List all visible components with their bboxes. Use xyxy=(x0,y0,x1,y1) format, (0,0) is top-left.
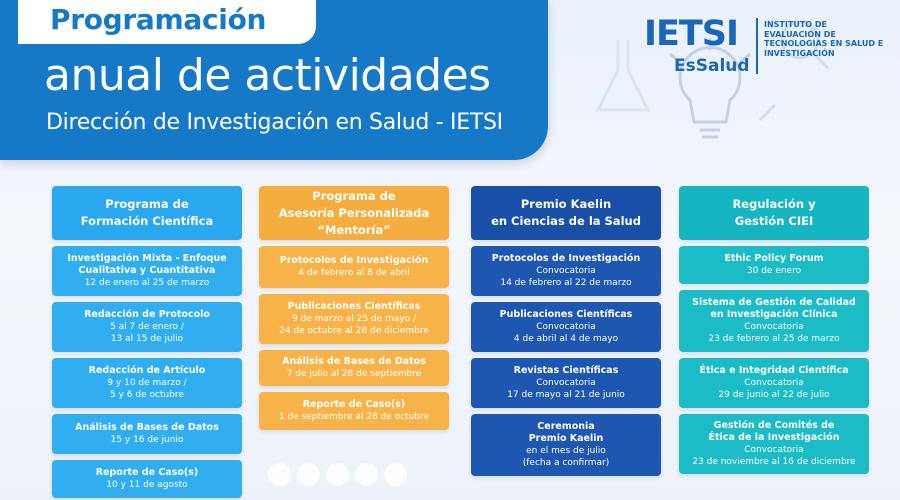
activity-title: Análisis de Bases de Datos xyxy=(282,356,426,367)
activity-card xyxy=(679,246,869,284)
activity-title: Reporte de Caso(s) xyxy=(302,399,406,410)
activity-dates: 14 de febrero al 22 de marzo xyxy=(500,278,632,288)
logo-sub: EsSalud xyxy=(674,56,750,76)
activity-subtitle: Convocatoria xyxy=(744,378,804,388)
activity-title: Análisis de Bases de Datos xyxy=(75,422,219,433)
activity-title: Gestión de Comités de Ética de la Investigación xyxy=(708,420,840,443)
activity-subtitle: Convocatoria xyxy=(536,378,596,388)
column-mentoria xyxy=(259,186,449,430)
activity-dates: 23 de noviembre al 16 de diciembre xyxy=(692,457,856,467)
activity-card xyxy=(259,392,449,430)
header-label: Programación xyxy=(50,3,267,36)
activity-card xyxy=(52,302,242,352)
activity-dates: 9 y 10 de marzo / 5 y 6 de octubre xyxy=(107,378,187,400)
activity-dates: 1 de septiembre al 28 de octubre xyxy=(278,412,430,422)
activity-title: Protocolos de Investigación xyxy=(279,255,429,266)
activity-dates: 12 de enero al 25 de marzo xyxy=(84,278,210,288)
activity-title: Ética e Integridad Científica xyxy=(699,365,849,376)
logo-institute: INSTITUTO DE EVALUACIÓN DE TECNOLOGÍAS EN SALUD E INVESTIGACIÓN xyxy=(764,20,884,58)
activity-card xyxy=(52,358,242,408)
activity-card xyxy=(471,246,661,296)
logo-divider xyxy=(756,18,758,74)
header-label-pill xyxy=(18,0,316,44)
activity-subtitle: Convocatoria xyxy=(744,445,804,455)
activity-dates: 15 y 16 de junio xyxy=(110,435,184,445)
activity-card xyxy=(259,246,449,288)
logo-name: IETSI xyxy=(644,14,739,54)
activity-title: Publicaciones Científicas xyxy=(499,309,633,320)
decorative-dots xyxy=(268,463,413,490)
column-premio-kaelin xyxy=(471,186,661,476)
activity-card xyxy=(679,290,869,352)
ietsi-logo xyxy=(644,14,894,84)
activity-title: Revistas Científicas xyxy=(513,365,619,376)
activity-subtitle: Convocatoria xyxy=(536,322,596,332)
activity-title: Publicaciones Científicas xyxy=(287,301,421,312)
activity-card xyxy=(259,350,449,386)
activity-card xyxy=(679,414,869,474)
activity-title: Investigación Mixta - Enfoque Cualitativa y Cuantitativa xyxy=(67,253,227,276)
activity-title: Redacción de Protocolo xyxy=(84,309,210,320)
activity-card xyxy=(52,246,242,296)
column-regulacion-ciei xyxy=(679,186,869,474)
activity-dates: 9 de marzo al 25 de mayo / 24 de octubre al 28 de diciembre xyxy=(279,314,429,336)
activity-subtitle: Convocatoria xyxy=(536,266,596,276)
page-subtitle: Dirección de Investigación en Salud - IETSI xyxy=(46,110,503,135)
activity-card xyxy=(471,358,661,408)
header-banner xyxy=(0,0,548,160)
activity-dates: 10 y 11 de agosto xyxy=(106,480,188,490)
activity-dates: 5 al 7 de enero / 13 al 15 de julio xyxy=(110,322,184,344)
activity-dates: 30 de enero xyxy=(746,266,802,276)
activity-dates: en el mes de julio (fecha a confirmar) xyxy=(522,446,610,468)
activity-dates: 29 de junio al 22 de julio xyxy=(718,390,830,400)
column-header: Premio Kaelin en Ciencias de la Salud xyxy=(471,186,661,240)
activity-title: Ceremonia Premio Kaelin xyxy=(528,421,604,444)
activity-dates: 23 de febrero al 25 de marzo xyxy=(708,334,840,344)
activity-card xyxy=(52,460,242,498)
activity-card xyxy=(471,302,661,352)
activity-card xyxy=(52,414,242,454)
activity-title: Protocolos de Investigación xyxy=(491,253,641,264)
activity-title: Redacción de Artículo xyxy=(88,365,206,376)
activity-dates: 4 de febrero al 8 de abril xyxy=(298,268,410,278)
column-header: Programa de Asesoría Personalizada “Mentoría” xyxy=(259,186,449,240)
column-header: Regulación y Gestión CIEI xyxy=(679,186,869,240)
activity-title: Reporte de Caso(s) xyxy=(95,467,199,478)
activity-subtitle: Convocatoria xyxy=(744,322,804,332)
activity-card xyxy=(471,414,661,476)
activity-dates: 17 de mayo al 21 de junio xyxy=(507,390,625,400)
column-header: Programa de Formación Científica xyxy=(52,186,242,240)
activity-title: Ethic Policy Forum xyxy=(724,253,824,264)
column-formacion-cientifica xyxy=(52,186,242,498)
activity-dates: 7 de julio al 28 de septiembre xyxy=(286,369,422,379)
activity-card xyxy=(679,358,869,408)
activity-dates: 4 de abril al 4 de mayo xyxy=(513,334,619,344)
page-title: anual de actividades xyxy=(44,50,491,101)
activity-title: Sistema de Gestión de Calidad en Investigación Clínica xyxy=(692,297,856,320)
activity-card xyxy=(259,294,449,344)
